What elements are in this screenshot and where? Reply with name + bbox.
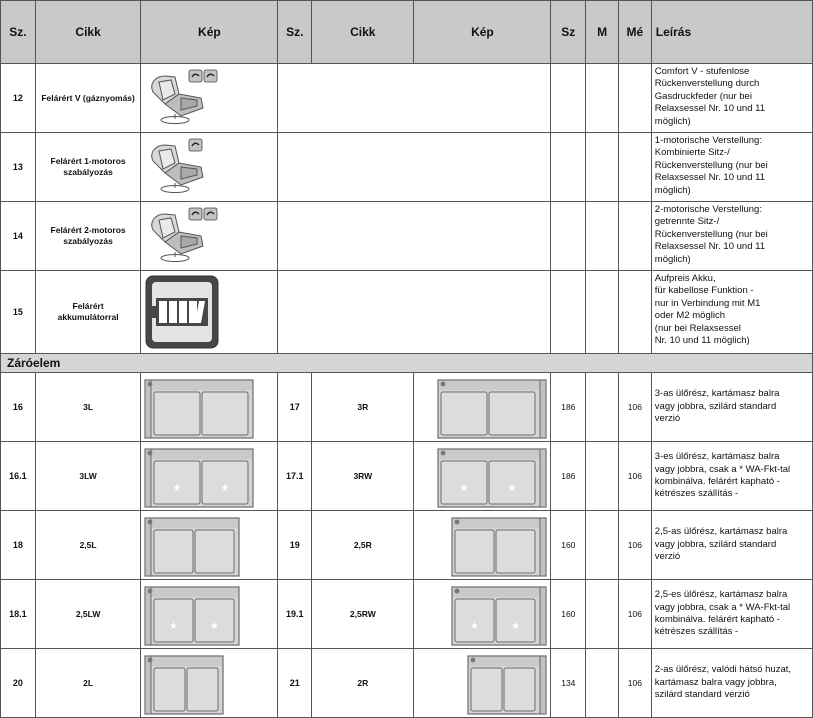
dimension-mag <box>586 133 619 202</box>
element-row <box>1 649 813 718</box>
item-number-left: 18 <box>1 511 36 580</box>
description-line: 2,5-as ülőrész, kartámasz balra <box>654 526 788 538</box>
description-line: 3-es ülőrész, kartámasz balra <box>654 451 780 463</box>
description <box>651 64 812 133</box>
item-number: 12 <box>1 64 36 133</box>
picture-right <box>414 442 551 511</box>
header-szelesseg: Sz <box>551 1 586 64</box>
dimension-width: 134 <box>551 649 586 718</box>
sofa-element-drawing <box>414 650 550 716</box>
description <box>651 133 812 202</box>
header-cikk-2: Cikk <box>312 1 414 64</box>
recliner-one-motor-icon <box>145 137 225 197</box>
picture-right <box>414 649 551 718</box>
dimension-width: 186 <box>551 373 586 442</box>
description-line: möglich) <box>654 184 691 196</box>
option-row <box>1 271 813 354</box>
dimension-szel <box>551 133 586 202</box>
article-right: 2R <box>312 649 414 718</box>
description-line: verzió <box>654 551 681 563</box>
article-name <box>35 202 141 271</box>
blank-span-cell <box>278 202 551 271</box>
picture-left <box>141 373 278 442</box>
item-number-left: 16.1 <box>1 442 36 511</box>
description-line: getrennte Sitz-/ <box>654 216 720 228</box>
sofa-element-drawing <box>414 581 550 647</box>
description-line: 2-as ülőrész, valódi hátsó huzat, <box>654 664 792 676</box>
svg-text:★: ★ <box>172 483 182 494</box>
article-left: 3L <box>35 373 141 442</box>
item-number-left: 18.1 <box>1 580 36 649</box>
description <box>651 580 812 649</box>
article-line: akkumulátorral <box>57 312 119 322</box>
picture-right <box>414 511 551 580</box>
element-row <box>1 442 813 511</box>
dimension-depth: 106 <box>618 511 651 580</box>
dimension-height <box>586 373 619 442</box>
description-line: möglich) <box>654 115 691 127</box>
dimension-mely <box>618 133 651 202</box>
item-number: 13 <box>1 133 36 202</box>
item-number-right: 17 <box>278 373 312 442</box>
svg-text:★: ★ <box>169 621 179 632</box>
item-number: 15 <box>1 271 36 354</box>
header-magassag: M <box>586 1 619 64</box>
article-left: 2,5LW <box>35 580 141 649</box>
header-melyseg: Mé <box>618 1 651 64</box>
description-line: Relaxsessel Nr. 10 und 11 <box>654 172 765 184</box>
dimension-mely <box>618 202 651 271</box>
dimension-szel <box>551 202 586 271</box>
option-row <box>1 133 813 202</box>
dimension-szel <box>551 64 586 133</box>
article-line: Felárért 1-motoros <box>50 156 126 166</box>
sofa-element-drawing <box>414 443 550 509</box>
description-line: Comfort V - stufenlose <box>654 66 750 77</box>
item-number-left: 16 <box>1 373 36 442</box>
header-cikk: Cikk <box>35 1 141 64</box>
dimension-mely <box>618 64 651 133</box>
option-picture <box>141 133 278 202</box>
dimension-mag <box>586 64 619 133</box>
option-picture <box>141 271 278 354</box>
option-row <box>1 202 813 271</box>
description-line: Relaxsessel Nr. 10 und 11 <box>654 241 765 253</box>
description <box>651 511 812 580</box>
header-kep-2: Kép <box>414 1 551 64</box>
article-left: 2L <box>35 649 141 718</box>
item-number-right: 17.1 <box>278 442 312 511</box>
description-line: (nur bei Relaxsessel <box>654 322 741 334</box>
recliner-two-motor-icon <box>145 206 225 266</box>
svg-text:★: ★ <box>507 483 517 494</box>
sofa-element-drawing <box>141 581 277 647</box>
description-line: 1-motorische Verstellung: <box>654 135 762 146</box>
sofa-element-drawing <box>141 374 277 440</box>
description-line: kombinálva. felárért kapható - <box>654 476 780 487</box>
article-right: 2,5R <box>312 511 414 580</box>
description-line: 3-as ülőrész, kartámasz balra <box>654 388 780 400</box>
description-line: Kombinierte Sitz-/ <box>654 147 730 159</box>
svg-text:★: ★ <box>470 621 480 632</box>
dimension-height <box>586 442 619 511</box>
dimension-height <box>586 511 619 580</box>
dimension-depth: 106 <box>618 649 651 718</box>
item-number-right: 21 <box>278 649 312 718</box>
description-line: vagy jobbra, szilárd standard <box>654 538 777 550</box>
description-line: Nr. 10 und 11 möglich) <box>654 335 750 347</box>
description-line: kétrészes szállítás - <box>654 626 739 638</box>
article-name <box>35 133 141 202</box>
dimension-mely <box>618 271 651 354</box>
description-line: Relaxsessel Nr. 10 und 11 <box>654 103 765 115</box>
description-line: Rückenverstellung durch <box>654 78 760 90</box>
recliner-gas-spring-icon <box>145 68 225 128</box>
description <box>651 271 812 354</box>
article-line: Felárért V (gáznyomás) <box>41 92 135 103</box>
description-line: szilárd standard verzió <box>654 689 750 701</box>
description-line: nur in Verbindung mit M1 <box>654 297 761 309</box>
battery-icon <box>145 275 219 349</box>
header-sz: Sz. <box>1 1 36 64</box>
blank-span-cell <box>278 133 551 202</box>
description-line: vagy jobbra, csak a * WA-Fkt-tal <box>654 601 791 613</box>
dimension-width: 186 <box>551 442 586 511</box>
description-line: kétrészes szállítás - <box>654 488 739 500</box>
article-name <box>35 271 141 354</box>
dimension-depth: 106 <box>618 442 651 511</box>
element-row <box>1 580 813 649</box>
blank-span-cell <box>278 64 551 133</box>
description-line: kombinálva. felárért kapható - <box>654 614 780 625</box>
dimension-mag <box>586 202 619 271</box>
item-number-left: 20 <box>1 649 36 718</box>
description-line: vagy jobbra, szilárd standard <box>654 400 777 412</box>
description <box>651 373 812 442</box>
element-row <box>1 373 813 442</box>
section-title: Záróelem <box>1 354 813 373</box>
dimension-mag <box>586 271 619 354</box>
sofa-element-drawing <box>141 650 277 716</box>
description-line: kartámasz balra vagy jobbra, <box>654 676 777 688</box>
svg-text:★: ★ <box>459 483 469 494</box>
dimension-height <box>586 649 619 718</box>
dimension-height <box>586 580 619 649</box>
dimension-depth: 106 <box>618 373 651 442</box>
option-picture <box>141 202 278 271</box>
item-number: 14 <box>1 202 36 271</box>
option-row <box>1 64 813 133</box>
picture-left <box>141 649 278 718</box>
article-line: szabályozás <box>63 167 113 177</box>
option-picture <box>141 64 278 133</box>
svg-text:★: ★ <box>220 483 230 494</box>
article-line: szabályozás <box>63 236 113 246</box>
article-left: 3LW <box>35 442 141 511</box>
sofa-element-drawing <box>141 512 277 578</box>
description-line: Rückenverstellung (nur bei <box>654 228 768 240</box>
dimension-width: 160 <box>551 511 586 580</box>
header-kep: Kép <box>141 1 278 64</box>
header-row <box>1 1 813 64</box>
picture-right <box>414 373 551 442</box>
element-row <box>1 511 813 580</box>
item-number-right: 19.1 <box>278 580 312 649</box>
sofa-element-drawing <box>414 374 550 440</box>
article-line: Felárért 2-motoros <box>50 225 126 235</box>
svg-text:★: ★ <box>511 621 521 632</box>
picture-left <box>141 511 278 580</box>
svg-text:★: ★ <box>210 621 220 632</box>
header-leiras: Leírás <box>651 1 812 64</box>
description-line: 2,5-es ülőrész, kartámasz balra <box>654 589 788 601</box>
description <box>651 202 812 271</box>
description <box>651 649 812 718</box>
section-row <box>1 354 813 373</box>
blank-span-cell <box>278 271 551 354</box>
description-line: Rückenverstellung (nur bei <box>654 159 768 171</box>
dimension-width: 160 <box>551 580 586 649</box>
article-right: 3R <box>312 373 414 442</box>
sofa-element-drawing <box>414 512 550 578</box>
picture-left <box>141 580 278 649</box>
description-line: 2-motorische Verstellung: <box>654 204 762 215</box>
description-line: für kabellose Funktion - <box>654 285 754 297</box>
article-name <box>35 64 141 133</box>
description-line: Gasdruckfeder (nur bei <box>654 90 752 102</box>
description-line: oder M2 möglich <box>654 310 726 322</box>
dimension-szel <box>551 271 586 354</box>
description-line: verzió <box>654 413 681 425</box>
description-line: vagy jobbra, csak a * WA-Fkt-tal <box>654 463 791 475</box>
picture-right <box>414 580 551 649</box>
picture-left <box>141 442 278 511</box>
article-line: Felárért <box>72 301 104 311</box>
sofa-element-drawing <box>141 443 277 509</box>
header-sz-2: Sz. <box>278 1 312 64</box>
dimension-depth: 106 <box>618 580 651 649</box>
article-left: 2,5L <box>35 511 141 580</box>
description <box>651 442 812 511</box>
description-line: möglich) <box>654 253 691 265</box>
description-line: Aufpreis Akku, <box>654 273 716 284</box>
article-right: 2,5RW <box>312 580 414 649</box>
item-number-right: 19 <box>278 511 312 580</box>
article-right: 3RW <box>312 442 414 511</box>
